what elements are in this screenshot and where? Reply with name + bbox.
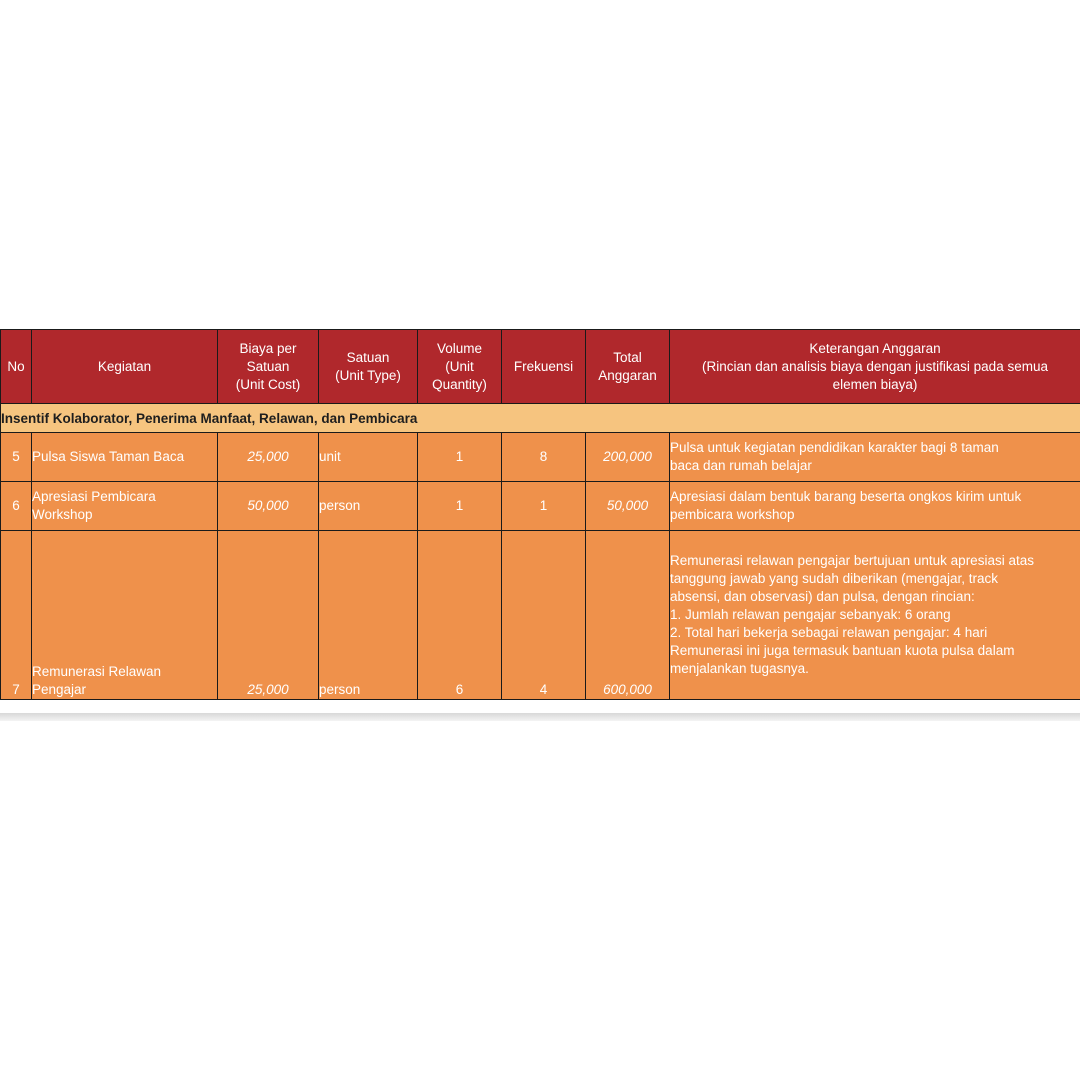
- cell-biaya: 25,000: [218, 433, 319, 482]
- cell-frekuensi: 4: [502, 531, 586, 700]
- cell-no: 5: [1, 433, 32, 482]
- cell-no: 7: [1, 531, 32, 700]
- cell-volume: 1: [418, 482, 502, 531]
- header-keterangan: [670, 330, 1080, 404]
- cell-volume: 6: [418, 531, 502, 700]
- header-volume: [418, 330, 502, 404]
- cell-satuan: person: [319, 531, 418, 700]
- header-kegiatan: Kegiatan: [32, 330, 218, 404]
- cell-keterangan: [670, 482, 1080, 531]
- keterangan-line: pembicara workshop: [670, 507, 795, 522]
- cell-kegiatan: Pulsa Siswa Taman Baca: [32, 433, 218, 482]
- header-satuan-line: Satuan: [346, 349, 390, 365]
- header-satuan-line: (Unit Type): [335, 367, 401, 383]
- header-volume-line: Volume: [436, 340, 483, 356]
- cell-volume: 1: [418, 433, 502, 482]
- section-title: Insentif Kolaborator, Penerima Manfaat, Relawan, dan Pembicara: [1, 404, 1080, 433]
- header-no: No: [1, 330, 32, 404]
- table-row: [1, 531, 1080, 700]
- cell-kegiatan: Remunerasi Relawan Pengajar: [32, 531, 218, 700]
- section-row: [1, 404, 1080, 433]
- cell-total: 50,000: [586, 482, 670, 531]
- header-volume-line: Quantity): [432, 376, 487, 392]
- cell-biaya: 50,000: [218, 482, 319, 531]
- keterangan-line: Apresiasi dalam bentuk barang beserta ongkos kirim untuk: [670, 489, 1022, 504]
- cell-satuan: unit: [319, 433, 418, 482]
- header-total-line: Anggaran: [598, 367, 657, 383]
- budget-table: [0, 329, 1080, 700]
- cell-total: 200,000: [586, 433, 670, 482]
- cell-keterangan: [670, 433, 1080, 482]
- table-row: [1, 433, 1080, 482]
- table-bottom-shadow: [0, 713, 1080, 721]
- keterangan-line: absensi, dan observasi) dan pulsa, dengan rincian:: [670, 589, 975, 604]
- header-biaya: [218, 330, 319, 404]
- header-volume-line: (Unit: [445, 358, 474, 374]
- header-keterangan-line: elemen biaya): [832, 376, 918, 392]
- header-keterangan-line: (Rincian dan analisis biaya dengan justifikasi pada semua: [702, 358, 1048, 374]
- keterangan-line: 2. Total hari bekerja sebagai relawan pengajar: 4 hari: [670, 625, 988, 640]
- cell-frekuensi: 1: [502, 482, 586, 531]
- keterangan-line: Remunerasi relawan pengajar bertujuan untuk apresiasi atas: [670, 553, 1034, 568]
- cell-frekuensi: 8: [502, 433, 586, 482]
- cell-total: 600,000: [586, 531, 670, 700]
- header-biaya-line: Satuan: [246, 358, 290, 374]
- header-total: [586, 330, 670, 404]
- keterangan-line: tanggung jawab yang sudah diberikan (mengajar, track: [670, 571, 998, 586]
- keterangan-line: menjalankan tugasnya.: [670, 661, 809, 676]
- keterangan-line: Pulsa untuk kegiatan pendidikan karakter bagi 8 taman: [670, 440, 999, 455]
- header-satuan: [319, 330, 418, 404]
- keterangan-line: baca dan rumah belajar: [670, 458, 812, 473]
- keterangan-line: 1. Jumlah relawan pengajar sebanyak: 6 orang: [670, 607, 951, 622]
- header-biaya-line: (Unit Cost): [235, 376, 301, 392]
- header-total-line: Total: [613, 349, 642, 365]
- cell-keterangan: [670, 531, 1080, 700]
- cell-biaya: 25,000: [218, 531, 319, 700]
- header-biaya-line: Biaya per: [239, 340, 297, 356]
- table-row: [1, 482, 1080, 531]
- cell-satuan: person: [319, 482, 418, 531]
- header-keterangan-line: Keterangan Anggaran: [809, 340, 941, 356]
- keterangan-line: Remunerasi ini juga termasuk bantuan kuota pulsa dalam: [670, 643, 1015, 658]
- cell-kegiatan: Apresiasi Pembicara Workshop: [32, 482, 218, 531]
- header-frekuensi: Frekuensi: [502, 330, 586, 404]
- header-row: [1, 330, 1080, 404]
- cell-no: 6: [1, 482, 32, 531]
